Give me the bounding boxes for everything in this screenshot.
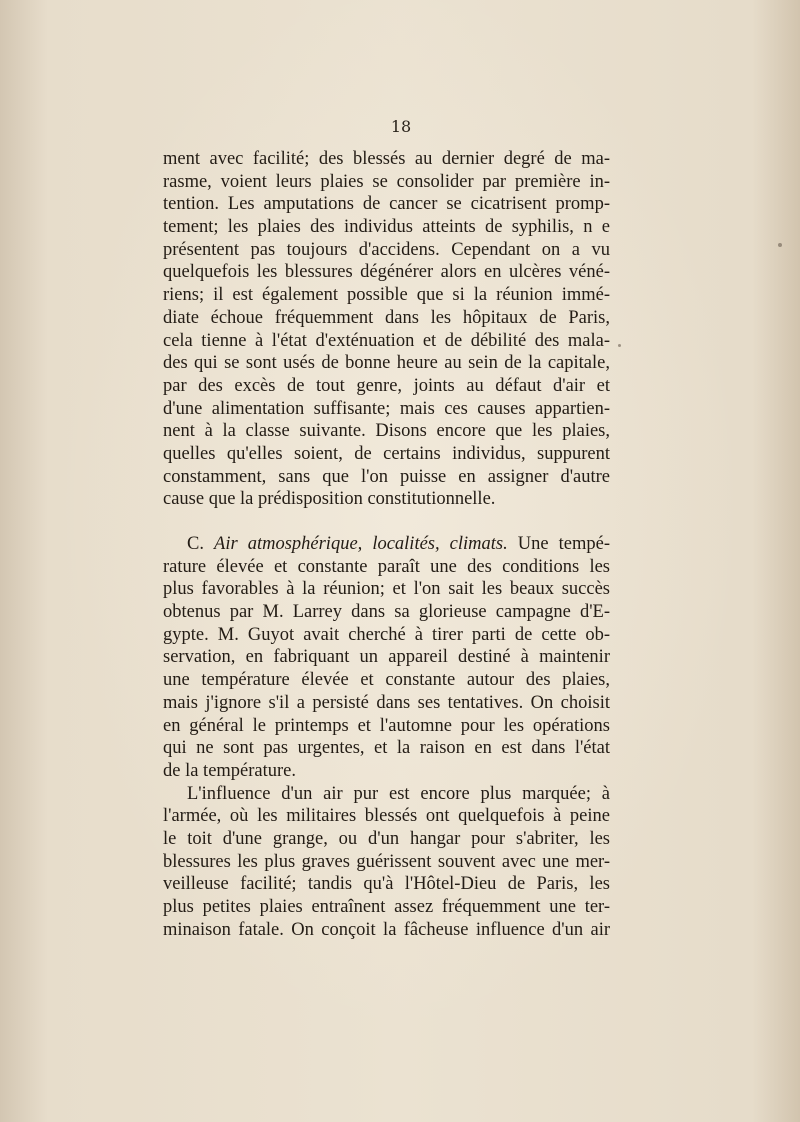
text-line: servation, en fabriquant un appareil destiné à maintenir (163, 647, 610, 668)
text-line: une température élevée et constante autour des plaies, (163, 670, 610, 691)
section-title: Air atmosphérique, localités, climats. (214, 534, 508, 554)
text-line: blessures les plus graves guérissent souvent avec une mer- (163, 851, 610, 872)
text-line: quelquefois les blessures dégénérer alors en ulcères véné- (163, 262, 610, 283)
text-line: quelles qu'elles soient, de certains individus, suppurent (163, 443, 610, 464)
text-line: constamment, sans que l'on puisse en assigner d'autre (163, 466, 610, 487)
text-line: d'une alimentation suffisante; mais ces causes appartien- (163, 398, 610, 419)
text-line: minaison fatale. On conçoit la fâcheuse influence d'un air (163, 919, 610, 940)
text-line: riens; il est également possible que si la réunion immé- (163, 285, 610, 306)
text-line: diate échoue fréquemment dans les hôpitaux de Paris, (163, 307, 610, 328)
text-line: plus favorables à la réunion; et l'on sait les beaux succès (163, 579, 610, 600)
paragraph-continuation (163, 148, 610, 511)
text-line: des qui se sont usés de bonne heure au sein de la capitale, (163, 353, 610, 374)
page-number: 18 (390, 117, 412, 136)
section-c-paragraph (163, 533, 610, 783)
text-line: L'influence d'un air pur est encore plus marquée; à (187, 783, 610, 804)
text-line: cela tienne à l'état d'exténuation et de débilité des mala- (163, 330, 610, 351)
ink-speck (778, 243, 782, 247)
text-line: ment avec facilité; des blessés au dernier degré de ma- (163, 149, 610, 169)
text-line: en général le printemps et l'automne pour les opérations (163, 715, 610, 736)
text-line: de la température. (163, 760, 297, 781)
text-line: plus petites plaies entraînent assez fréquemment une ter- (163, 897, 610, 917)
section-label: C. (187, 534, 204, 554)
text-line: rature élevée et constante paraît une des conditions les (163, 556, 610, 577)
text-line: qui ne sont pas urgentes, et la raison en est dans l'état (163, 738, 610, 759)
body-text (163, 148, 610, 941)
text-line: tention. Les amputations de cancer se cicatrisent promp- (163, 194, 610, 215)
text-line: cause que la prédisposition constitutionnelle. (163, 489, 496, 510)
paragraph-influence (163, 783, 610, 942)
text-line: mais j'ignore s'il a persisté dans ses tentatives. On choisit (163, 692, 610, 713)
section-first-line-text: Une tempé- (517, 534, 611, 554)
text-line: l'armée, où les militaires blessés ont quelquefois à peine (163, 806, 610, 827)
text-line: le toit d'une grange, ou d'un hangar pour s'abriter, les (163, 828, 610, 849)
text-line: tement; les plaies des individus atteints de syphilis, n e (163, 217, 610, 238)
ink-speck (618, 344, 621, 347)
text-line: obtenus par M. Larrey dans sa glorieuse campagne d'E- (163, 602, 610, 623)
section-heading-line (163, 533, 610, 556)
text-line: veilleuse facilité; tandis qu'à l'Hôtel-Dieu de Paris, les (163, 874, 610, 895)
text-line: gypte. M. Guyot avait cherché à tirer parti de cette ob- (163, 624, 610, 645)
text-line: nent à la classe suivante. Disons encore que les plaies, (163, 421, 610, 442)
text-line: rasme, voient leurs plaies se consolider par première in- (163, 171, 610, 192)
text-line: par des excès de tout genre, joints au défaut d'air et (163, 375, 610, 396)
text-line: présentent pas toujours d'accidens. Cependant on a vu (163, 239, 610, 260)
